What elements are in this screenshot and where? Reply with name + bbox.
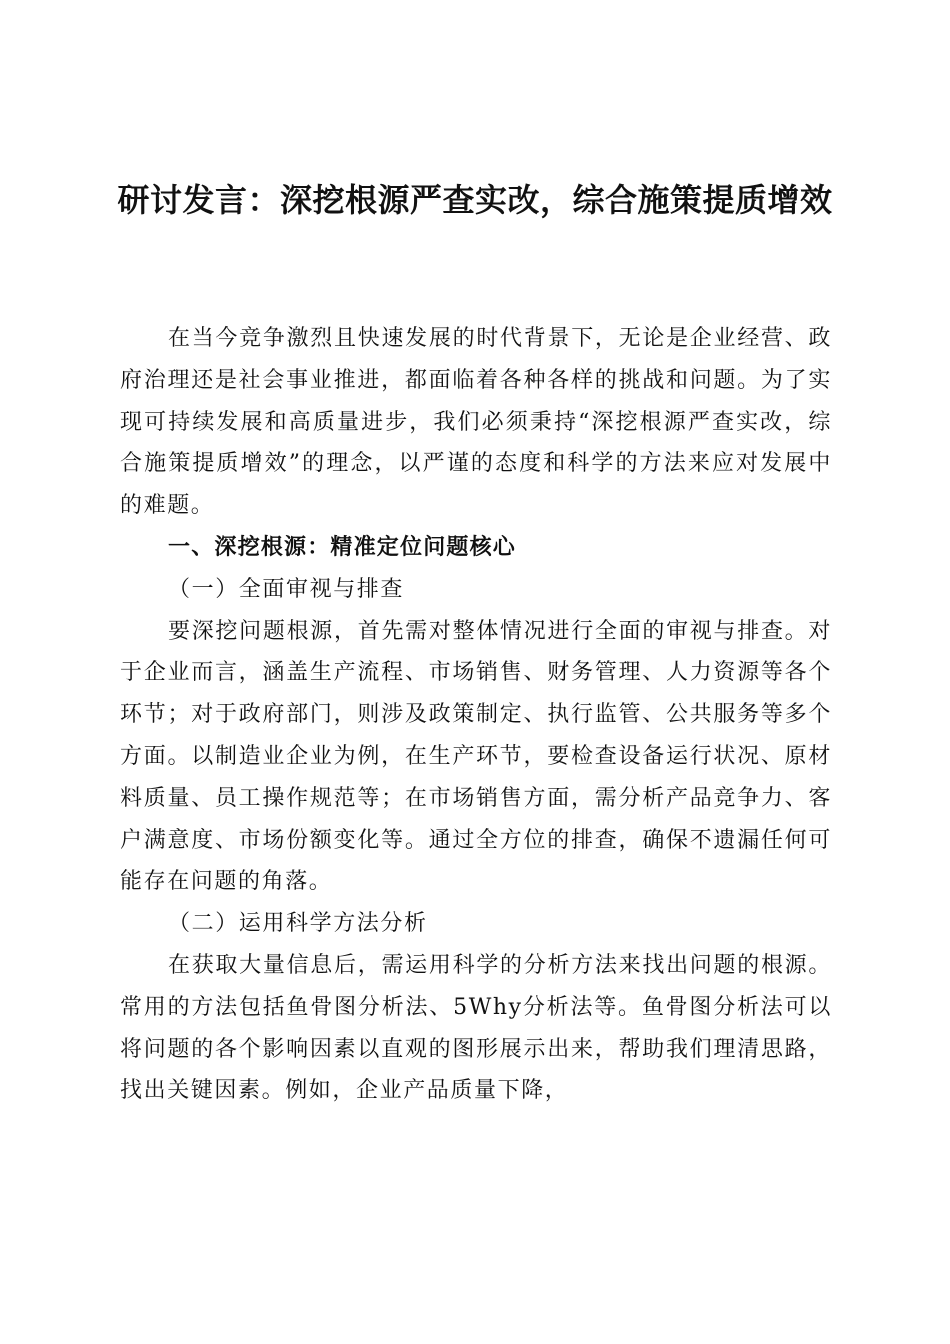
subsection-2-heading: （二）运用科学方法分析 (168, 911, 428, 937)
document-body (120, 318, 832, 1112)
subsection-1-heading: （一）全面审视与排查 (168, 576, 405, 602)
section-1-heading: 一、深挖根源：精准定位问题核心 (168, 534, 517, 560)
subsection-2-paragraph: 在获取大量信息后，需运用科学的分析方法来找出问题的根源。常用的方法包括鱼骨图分析法、5Why分析法等。鱼骨图分析法可以将问题的各个影响因素以直观的图形展示出来，帮助我们理清思路，找出关键因素。例如，企业产品质量下降， (120, 952, 832, 1104)
document-title: 研讨发言：深挖根源严查实改，综合施策提质增效 (117, 181, 833, 219)
intro-paragraph: 在当今竞争激烈且快速发展的时代背景下，无论是企业经营、政府治理还是社会事业推进，都面临着各种各样的挑战和问题。为了实现可持续发展和高质量进步，我们必须秉持“深挖根源严查实改，综合施策提质增效”的理念，以严谨的态度和科学的方法来应对发展中的难题。 (120, 326, 832, 519)
subsection-1-paragraph: 要深挖问题根源，首先需对整体情况进行全面的审视与排查。对于企业而言，涵盖生产流程、市场销售、财务管理、人力资源等各个环节；对于政府部门，则涉及政策制定、执行监管、公共服务等多个方面。以制造业企业为例，在生产环节，要检查设备运行状况、原材料质量、员工操作规范等；在市场销售方面，需分析产品竞争力、客户满意度、市场份额变化等。通过全方位的排查，确保不遗漏任何可能存在问题的角落。 (120, 618, 832, 895)
